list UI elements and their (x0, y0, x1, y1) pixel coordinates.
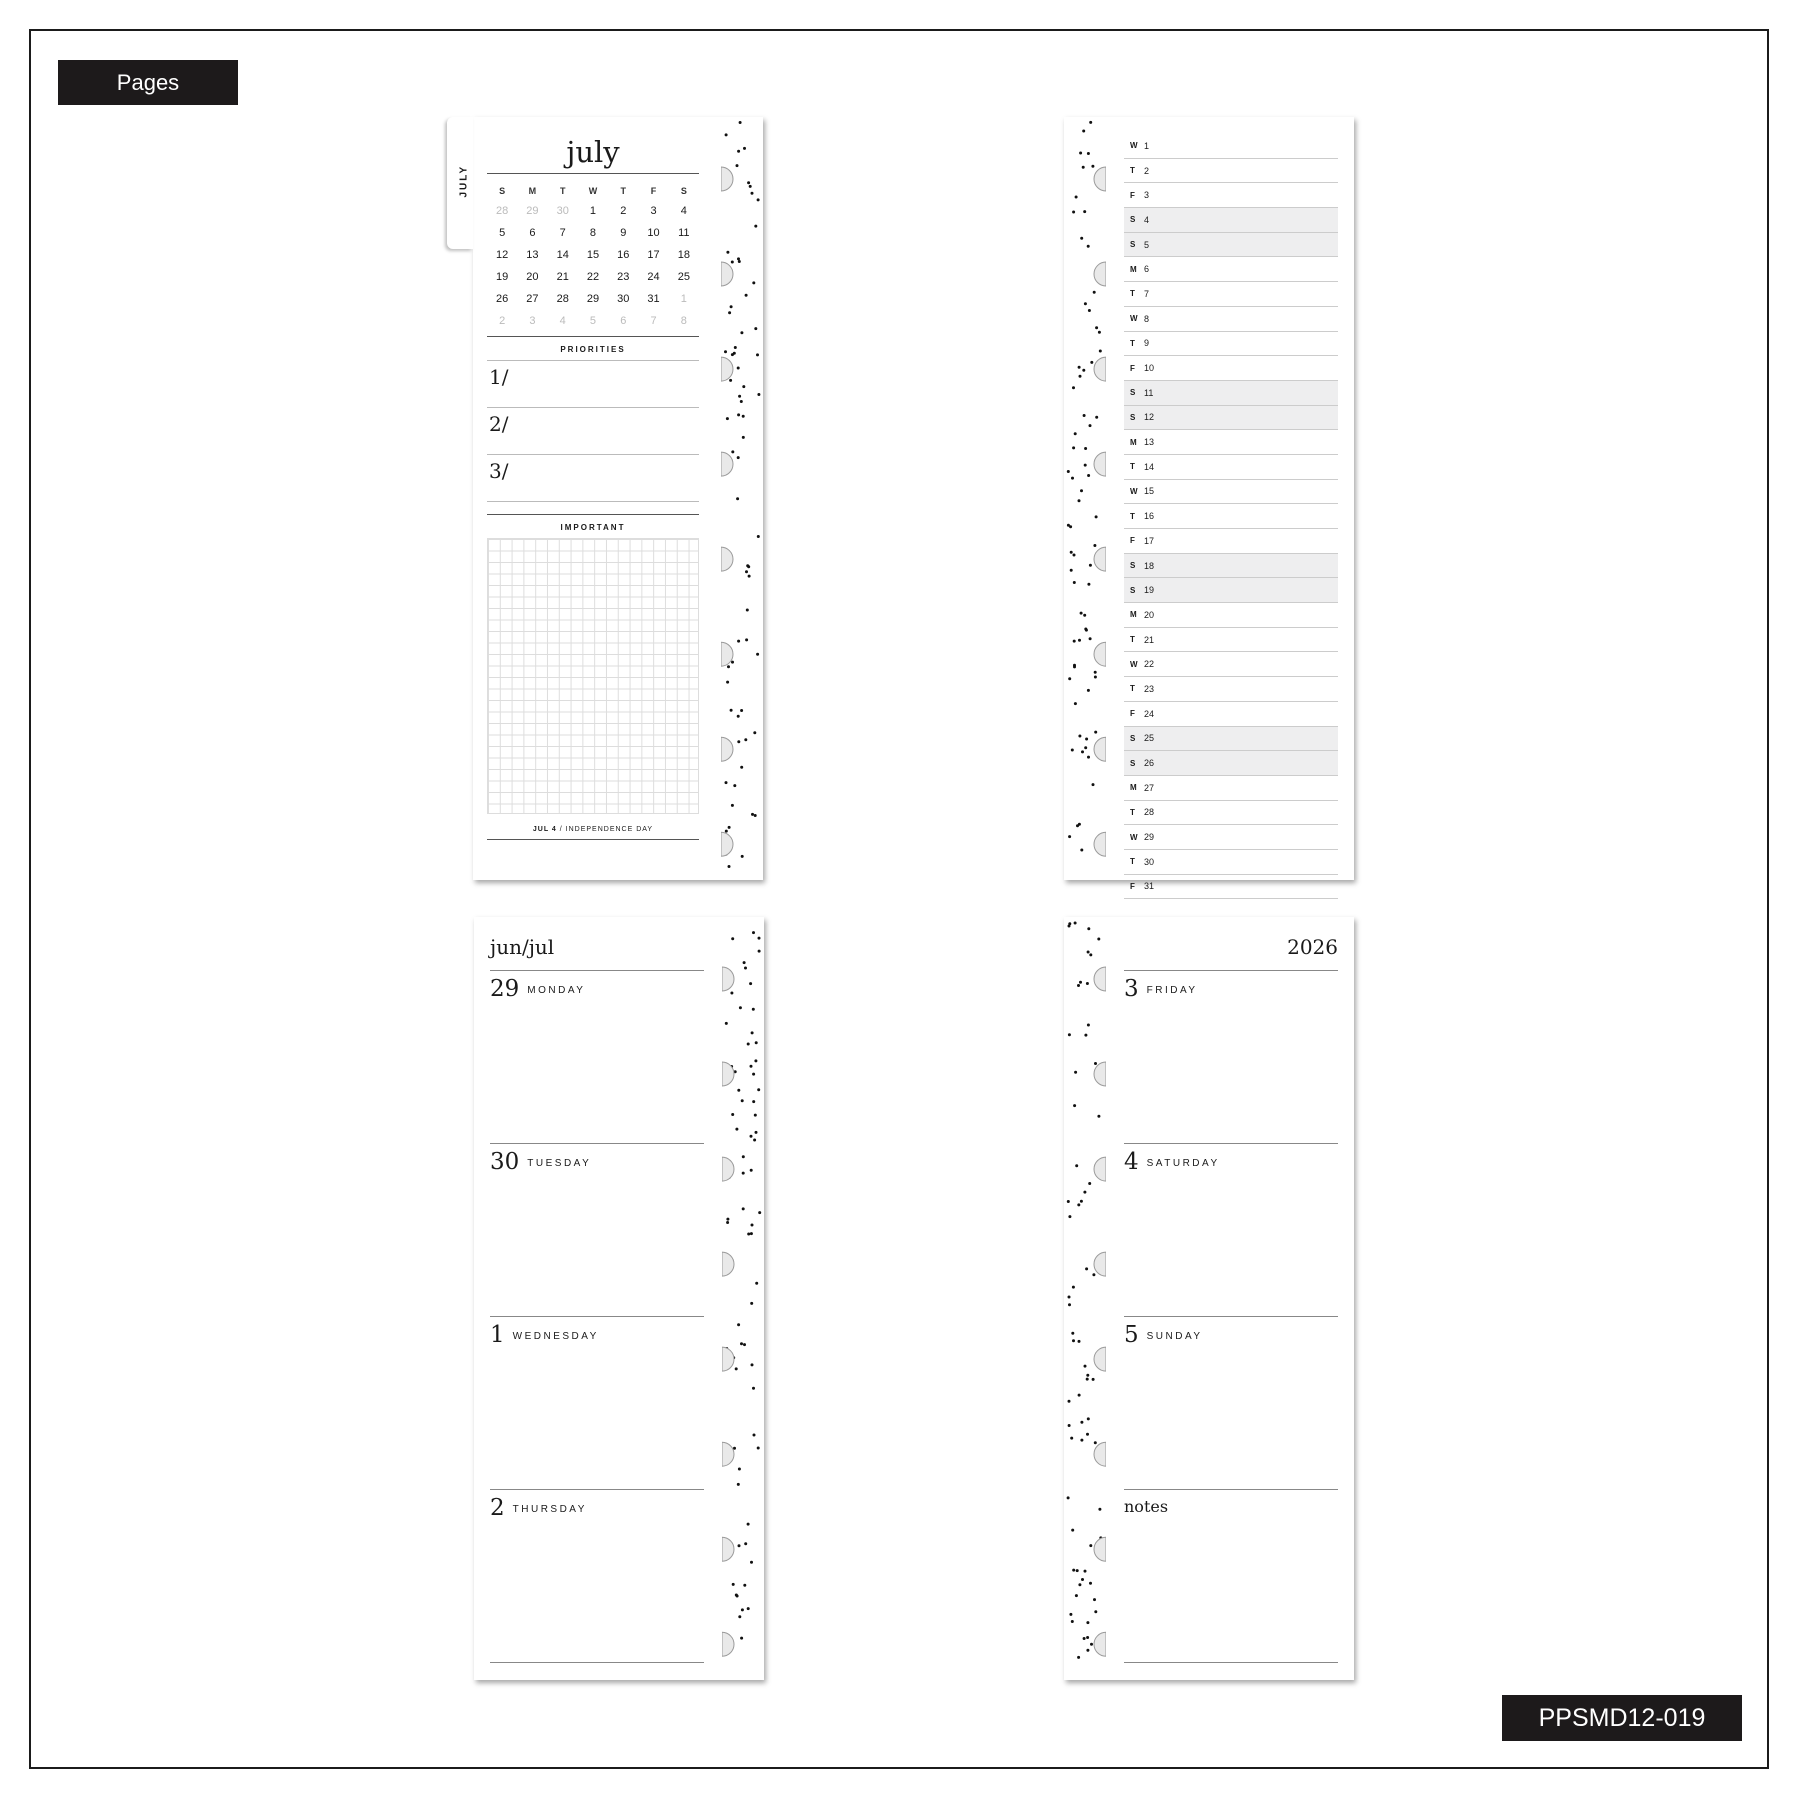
day-number: 17 (1144, 535, 1155, 546)
calendar-day[interactable]: 22 (586, 271, 600, 283)
day-number: 22 (1144, 659, 1155, 670)
day-number: 30 (490, 1149, 520, 1175)
binding-notch-icon (1094, 832, 1106, 856)
day-letter: M (1130, 610, 1137, 620)
day-number: 21 (1144, 634, 1155, 645)
day-number: 1 (490, 1322, 505, 1348)
calendar-week (487, 310, 699, 332)
day-block[interactable] (1124, 1149, 1338, 1322)
calendar-day[interactable]: 7 (650, 315, 657, 327)
day-letter: S (1130, 240, 1136, 250)
day-letter: T (1130, 635, 1135, 645)
binding-notch-icon (721, 737, 733, 761)
day-row[interactable] (1124, 183, 1338, 208)
binding-notch-icon (722, 1632, 734, 1656)
page-frame (29, 29, 1769, 1769)
binding-notch-icon (1094, 1632, 1106, 1656)
weekday-header: S (499, 186, 506, 196)
day-divider (1124, 1316, 1338, 1317)
day-divider (1124, 970, 1338, 971)
binding-notch-icon (722, 967, 734, 991)
calendar-day[interactable]: 8 (680, 315, 687, 327)
day-row[interactable] (1124, 356, 1338, 381)
calendar-day[interactable]: 13 (526, 249, 539, 261)
day-letter: W (1130, 314, 1138, 324)
calendar-day[interactable]: 9 (620, 227, 627, 239)
calendar-day[interactable]: 25 (677, 271, 690, 283)
day-row[interactable] (1124, 727, 1338, 752)
day-number: 20 (1144, 609, 1155, 620)
day-row[interactable] (1124, 751, 1338, 776)
calendar-day[interactable]: 5 (499, 227, 506, 239)
day-row[interactable] (1124, 628, 1338, 653)
title-divider (487, 173, 699, 174)
day-number: 7 (1144, 288, 1150, 299)
day-number: 1 (1144, 140, 1150, 151)
day-row[interactable] (1124, 875, 1338, 900)
day-letter: F (1130, 190, 1135, 200)
dots-pattern-strip (1064, 117, 1106, 880)
day-letter: T (1130, 511, 1135, 521)
binding-notch-icon (1094, 1347, 1106, 1371)
binding-notch-icon (1094, 737, 1106, 761)
day-name: MONDAY (527, 984, 586, 996)
weekly-left-page (474, 917, 764, 1680)
dots-pattern-strip (1064, 917, 1106, 1680)
calendar-week (487, 288, 699, 310)
day-row[interactable] (1124, 134, 1338, 159)
calendar-day[interactable]: 4 (680, 205, 687, 217)
day-block[interactable] (490, 1149, 704, 1322)
pages-label: Pages (58, 60, 238, 105)
day-number: 18 (1144, 560, 1155, 571)
calendar-day[interactable]: 3 (650, 205, 657, 217)
day-number: 19 (1144, 585, 1155, 596)
dots-pattern-strip (721, 117, 763, 880)
important-divider (487, 514, 699, 515)
day-number: 5 (1144, 239, 1150, 250)
day-row[interactable] (1124, 332, 1338, 357)
day-number: 23 (1144, 683, 1155, 694)
binding-notch-icon (1094, 967, 1106, 991)
binding-notch-icon (1094, 1157, 1106, 1181)
day-letter: S (1130, 388, 1136, 398)
day-letter: T (1130, 857, 1135, 867)
binding-notch-icon (722, 1442, 734, 1466)
day-row[interactable] (1124, 825, 1338, 850)
calendar-day[interactable]: 29 (526, 205, 539, 217)
day-name: WEDNESDAY (512, 1330, 599, 1342)
day-row[interactable] (1124, 529, 1338, 554)
calendar-day[interactable]: 21 (556, 271, 569, 283)
binding-notch-icon (721, 832, 733, 856)
day-letter: W (1130, 832, 1138, 842)
day-number: 2 (490, 1495, 505, 1521)
holiday-name: INDEPENDENCE DAY (565, 826, 654, 833)
dots-pattern-icon (721, 117, 763, 880)
calendar-day[interactable]: 2 (499, 315, 506, 327)
day-letter: S (1130, 215, 1136, 225)
priority-line[interactable]: 2/ (487, 408, 699, 455)
day-divider (490, 1489, 704, 1490)
binding-notch-icon (1094, 1537, 1106, 1561)
calendar-day[interactable]: 20 (526, 271, 539, 283)
day-number: 29 (1144, 832, 1155, 843)
calendar-day[interactable]: 6 (529, 227, 536, 239)
calendar-week (487, 244, 699, 266)
calendar-day[interactable]: 24 (647, 271, 660, 283)
day-number: 11 (1144, 387, 1154, 398)
day-number: 13 (1144, 437, 1155, 448)
day-row[interactable] (1124, 480, 1338, 505)
day-row[interactable] (1124, 702, 1338, 727)
holiday-date: JUL 4 (532, 826, 557, 833)
day-divider (490, 1143, 704, 1144)
day-number: 2 (1144, 165, 1150, 176)
month-tab-label: JULY (458, 164, 470, 198)
day-letter: T (1130, 462, 1135, 472)
day-letter: S (1130, 585, 1136, 595)
binding-notch-icon (722, 1252, 734, 1276)
calendar-day[interactable]: 16 (617, 249, 630, 261)
day-row[interactable] (1124, 208, 1338, 233)
day-letter: M (1130, 437, 1137, 447)
calendar-day[interactable]: 4 (559, 315, 566, 327)
bottom-divider (1124, 1662, 1338, 1663)
day-divider (1124, 1143, 1338, 1144)
day-letter: S (1130, 758, 1136, 768)
day-row[interactable] (1124, 677, 1338, 702)
calendar-day[interactable]: 18 (677, 249, 690, 261)
day-divider (490, 970, 704, 971)
binding-notch-icon (1094, 642, 1106, 666)
day-row[interactable] (1124, 776, 1338, 801)
calendar-day[interactable]: 6 (620, 315, 627, 327)
day-row[interactable] (1124, 282, 1338, 307)
day-letter: M (1130, 783, 1137, 793)
day-block[interactable] (490, 976, 704, 1149)
mini-calendar (487, 182, 699, 332)
calendar-day[interactable]: 31 (647, 293, 660, 305)
priorities-title: PRIORITIES (560, 345, 626, 354)
calendar-day[interactable]: 19 (496, 271, 509, 283)
weekly-header: jun/jul (490, 935, 555, 959)
binding-notch-icon (1094, 1252, 1106, 1276)
dots-pattern-icon (722, 917, 764, 1680)
day-number: 15 (1144, 486, 1155, 497)
month-tab[interactable] (447, 117, 473, 249)
day-name: FRIDAY (1146, 984, 1198, 996)
day-letter: F (1130, 363, 1135, 373)
day-number: 4 (1144, 214, 1150, 225)
calendar-day[interactable]: 27 (526, 293, 539, 305)
day-letter: T (1130, 289, 1135, 299)
calendar-day[interactable]: 2 (620, 205, 627, 217)
calendar-day[interactable]: 15 (586, 249, 600, 261)
day-number: 27 (1144, 782, 1155, 793)
notes-label: notes (1124, 1497, 1169, 1516)
dots-pattern-strip (722, 917, 764, 1680)
calendar-day[interactable]: 3 (529, 315, 536, 327)
binding-notch-icon (1094, 1062, 1106, 1086)
day-letter: S (1130, 733, 1136, 743)
binding-notch-icon (722, 1347, 734, 1371)
calendar-week (487, 266, 699, 288)
day-number: 30 (1144, 856, 1155, 867)
holiday-separator: / (556, 826, 566, 833)
day-name: SATURDAY (1146, 1157, 1220, 1169)
calendar-day[interactable]: 30 (556, 205, 569, 217)
calendar-day[interactable]: 23 (617, 271, 630, 283)
day-letter: W (1130, 141, 1138, 151)
dots-pattern-icon (1064, 117, 1106, 880)
day-block[interactable] (490, 1495, 704, 1668)
sku-label: PPSMD12-019 (1502, 1695, 1742, 1741)
binding-notch-icon (1094, 262, 1106, 286)
day-number: 6 (1144, 264, 1150, 275)
day-number: 10 (1144, 363, 1155, 374)
day-row[interactable] (1124, 504, 1338, 529)
day-letter: S (1130, 561, 1136, 571)
day-list-page (1064, 117, 1354, 892)
binding-notch-icon (721, 262, 733, 286)
month-title: july (566, 135, 620, 169)
day-row[interactable] (1124, 850, 1338, 875)
day-number: 3 (1124, 976, 1139, 1002)
binding-notch-icon (721, 547, 733, 571)
bottom-divider (487, 839, 699, 840)
day-letter: T (1130, 684, 1135, 694)
day-number: 29 (490, 976, 520, 1002)
day-row[interactable] (1124, 603, 1338, 628)
notes-divider (1124, 1489, 1338, 1490)
binding-notch-icon (1094, 452, 1106, 476)
priority-line[interactable]: 3/ (487, 455, 699, 502)
calendar-day[interactable]: 5 (589, 315, 597, 327)
calendar-day[interactable]: 29 (586, 293, 600, 305)
monthly-page (458, 117, 763, 880)
priority-line[interactable]: 1/ (487, 361, 699, 408)
day-row[interactable] (1124, 801, 1338, 826)
day-letter: T (1130, 807, 1135, 817)
calendar-week (487, 222, 699, 244)
calendar-day[interactable]: 14 (556, 249, 569, 261)
day-name: TUESDAY (527, 1157, 592, 1169)
monthly-content (487, 117, 699, 840)
day-number: 5 (1124, 1322, 1139, 1348)
day-letter: T (1130, 338, 1135, 348)
day-number: 24 (1144, 708, 1155, 719)
calendar-week (487, 200, 699, 222)
calendar-day[interactable]: 11 (678, 227, 690, 239)
calendar-day[interactable]: 12 (496, 249, 509, 261)
weekday-header: T (620, 186, 627, 196)
weekday-header: M (528, 186, 537, 196)
day-number: 4 (1124, 1149, 1139, 1175)
day-letter: T (1130, 166, 1135, 176)
priorities-list (487, 361, 699, 502)
binding-notch-icon (1094, 167, 1106, 191)
day-row[interactable] (1124, 430, 1338, 455)
notes-block[interactable] (1124, 1497, 1338, 1670)
calendar-divider (487, 336, 699, 337)
calendar-day[interactable]: 26 (496, 293, 509, 305)
day-row[interactable] (1124, 554, 1338, 579)
important-title: IMPORTANT (560, 523, 626, 532)
day-block[interactable] (1124, 1322, 1338, 1495)
day-name: THURSDAY (512, 1503, 587, 1515)
binding-notch-icon (722, 1157, 734, 1181)
day-row[interactable] (1124, 578, 1338, 603)
day-letter: W (1130, 659, 1138, 669)
calendar-day[interactable]: 28 (496, 205, 509, 217)
day-row[interactable] (1124, 381, 1338, 406)
day-row[interactable] (1124, 159, 1338, 184)
calendar-day[interactable]: 17 (647, 249, 660, 261)
calendar-day[interactable]: 8 (589, 227, 597, 239)
day-row[interactable] (1124, 406, 1338, 431)
day-number: 16 (1144, 511, 1155, 522)
weekly-year: 2026 (1287, 935, 1338, 959)
day-letter: S (1130, 412, 1136, 422)
day-list (1124, 134, 1338, 899)
calendar-day[interactable]: 10 (647, 227, 660, 239)
day-letter: F (1130, 709, 1135, 719)
important-grid[interactable] (487, 538, 699, 814)
day-number: 12 (1144, 412, 1155, 423)
bottom-divider (490, 1662, 704, 1663)
dots-pattern-icon (1064, 917, 1106, 1680)
day-row[interactable] (1124, 455, 1338, 480)
weekly-right-page (1064, 917, 1354, 1680)
day-row[interactable] (1124, 233, 1338, 258)
calendar-day[interactable]: 28 (556, 293, 569, 305)
weekday-header: T (559, 186, 566, 196)
calendar-day[interactable]: 7 (559, 227, 566, 239)
day-divider (490, 1316, 704, 1317)
day-number: 31 (1144, 881, 1155, 892)
calendar-day[interactable]: 30 (617, 293, 630, 305)
binding-notch-icon (721, 167, 733, 191)
weekday-header: S (680, 186, 687, 196)
calendar-day[interactable]: 1 (589, 205, 597, 217)
binding-notch-icon (722, 1537, 734, 1561)
day-name: SUNDAY (1146, 1330, 1203, 1342)
binding-notch-icon (1094, 547, 1106, 571)
weekday-header: F (650, 186, 657, 196)
day-letter: M (1130, 264, 1137, 274)
day-number: 26 (1144, 758, 1155, 769)
day-block[interactable] (490, 1322, 704, 1495)
day-letter: W (1130, 486, 1138, 496)
binding-notch-icon (1094, 1442, 1106, 1466)
day-number: 28 (1144, 807, 1155, 818)
binding-notch-icon (1094, 357, 1106, 381)
binding-notch-icon (721, 452, 733, 476)
day-row[interactable] (1124, 652, 1338, 677)
day-number: 14 (1144, 461, 1155, 472)
weekday-header: W (588, 186, 598, 196)
holiday-note (487, 826, 699, 839)
binding-notch-icon (721, 357, 733, 381)
day-number: 8 (1144, 313, 1150, 324)
day-number: 25 (1144, 733, 1155, 744)
day-row[interactable] (1124, 307, 1338, 332)
calendar-day[interactable]: 1 (680, 293, 687, 305)
day-number: 3 (1144, 190, 1150, 201)
day-letter: F (1130, 881, 1135, 891)
day-number: 9 (1144, 338, 1150, 349)
day-block[interactable] (1124, 976, 1338, 1149)
day-row[interactable] (1124, 257, 1338, 282)
day-letter: F (1130, 536, 1135, 546)
